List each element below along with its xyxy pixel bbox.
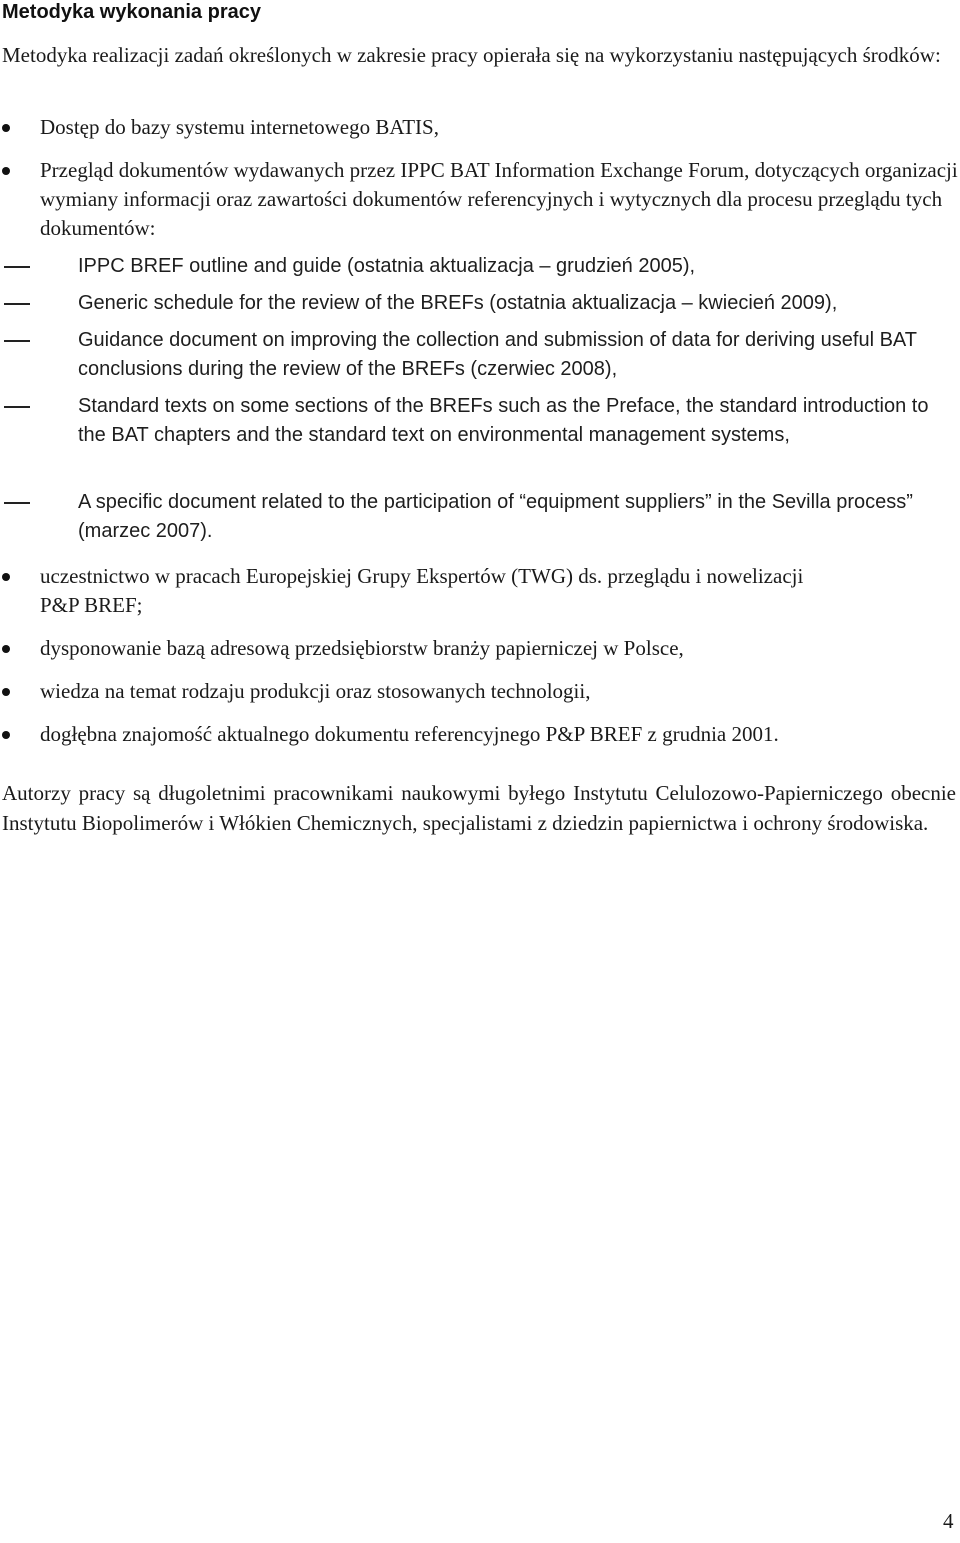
bullet-text: uczestnictwo w pracach Europejskiej Grupy Ekspertów (TWG) ds. przeglądu i nowelizacji P&P BREF;: [40, 564, 804, 617]
dash-icon: [4, 266, 30, 268]
dash-icon: [4, 303, 30, 305]
sub-list-text: Standard texts on some sections of the BREFs such as the Preface, the standard introduction to the BAT chapters and the standard text on environmental management systems,: [78, 395, 929, 446]
dash-icon: [4, 406, 30, 408]
page-number: 4: [943, 1509, 954, 1533]
closing-paragraph: Autorzy pracy są długoletnimi pracownikami naukowymi byłego Instytutu Celulozowo-Papierniczego obecnie Instytutu Biopolimerów i Włókien Chemicznych, specjalistami z dziedzin papiernictwa i ochrony środowiska.: [2, 781, 956, 835]
bullet-text: dogłębna znajomość aktualnego dokumentu referencyjnego P&P BREF z grudnia 2001.: [40, 722, 779, 746]
bullet-text: dysponowanie bazą adresową przedsiębiorstw branży papierniczej w Polsce,: [40, 636, 684, 660]
bullet-icon: [2, 688, 10, 696]
bullet-icon: [2, 167, 10, 175]
bullet-icon: [2, 645, 10, 653]
sub-list-text: IPPC BREF outline and guide (ostatnia aktualizacja – grudzień 2005),: [78, 255, 696, 277]
dash-icon: [4, 340, 30, 342]
sub-list-text: A specific document related to the participation of “equipment suppliers” in the Sevilla process” (marzec 2007).: [78, 491, 913, 542]
sub-list-text: Guidance document on improving the collection and submission of data for deriving useful BAT conclusions during the review of the BREFs (czerwiec 2008),: [78, 329, 917, 380]
section-heading: Metodyka wykonania pracy: [2, 1, 261, 23]
bullet-icon: [2, 731, 10, 739]
intro-paragraph: Metodyka realizacji zadań określonych w zakresie pracy opierała się na wykorzystaniu następujących środków:: [2, 43, 941, 67]
dash-icon: [4, 502, 30, 504]
sub-list-text: Generic schedule for the review of the BREFs (ostatnia aktualizacja – kwiecień 2009),: [78, 292, 838, 314]
bullet-icon: [2, 124, 10, 132]
bullet-text: Przegląd dokumentów wydawanych przez IPPC BAT Information Exchange Forum, dotyczących organizacji wymiany informacji oraz zawartości dokumentów referencyjnych i wytycznych dla procesu przeglądu tych dokumentów:: [40, 158, 958, 240]
bullet-text: wiedza na temat rodzaju produkcji oraz stosowanych technologii,: [40, 679, 591, 703]
bullet-icon: [2, 573, 10, 581]
bullet-text: Dostęp do bazy systemu internetowego BATIS,: [40, 115, 439, 139]
